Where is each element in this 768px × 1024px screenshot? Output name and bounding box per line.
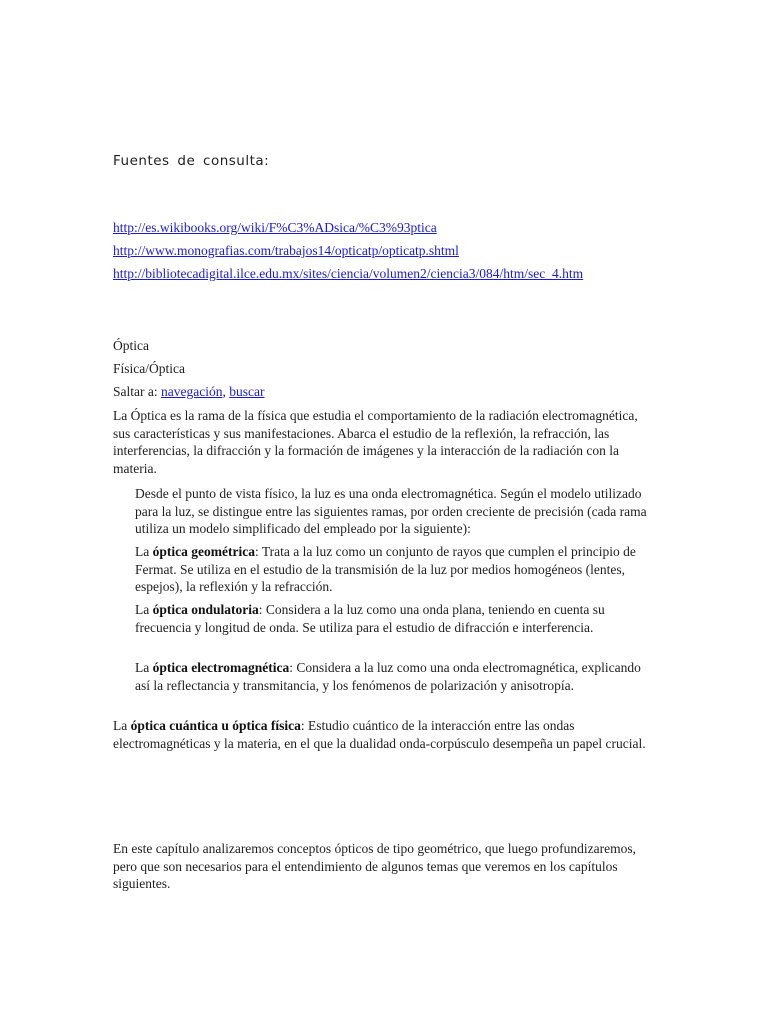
jump-separator: , [222, 384, 230, 399]
branch-prefix: La [135, 544, 153, 559]
branch-term: óptica electromagnética [152, 660, 290, 675]
physical-view-paragraph: Desde el punto de vista físico, la luz es una onda electromagnética. Según el modelo utilizado para la luz, se distingue entre las siguientes ramas, por orden creciente de precisión (cada rama utiliza un modelo simplificado del empleado por la siguiente): [135, 486, 647, 536]
branch-prefix: La [135, 660, 153, 675]
quantum-prefix: La [113, 718, 131, 733]
source-link-wikibooks[interactable]: http://es.wikibooks.org/wiki/F%C3%ADsica/%C3%93ptica [113, 220, 437, 235]
search-link[interactable]: buscar [229, 384, 265, 399]
branch-description: : Considera a la luz como una onda electromagnética, explicando así la reflectancia y transmitancia, y los fenómenos de polarización y anisotropía. [135, 660, 641, 693]
breadcrumb: Física/Óptica [113, 361, 185, 376]
article-title: Óptica [113, 338, 149, 353]
source-link-ilce[interactable]: http://bibliotecadigital.ilce.edu.mx/sites/ciencia/volumen2/ciencia3/084/htm/sec_4.htm [113, 266, 584, 281]
quantum-paragraph [113, 717, 653, 752]
branch-term: óptica geométrica [152, 544, 255, 559]
sources-heading: Fuentes de consulta: [113, 153, 270, 169]
quantum-description: : Estudio cuántico de la interacción entre las ondas electromagnéticas y la materia, en el que la dualidad onda-corpúsculo desempeña un papel crucial. [113, 718, 646, 751]
branch-description: : Trata a la luz como un conjunto de rayos que cumplen el principio de Fermat. Se utiliza en el estudio de la transmisión de la luz por medios homogéneos (lentes, espejos), la reflexión y la refracción. [135, 544, 636, 594]
article-header [113, 334, 653, 403]
closing-paragraph: En este capítulo analizaremos conceptos ópticos de tipo geométrico, que luego profundizaremos, pero que son necesarios para el entendimiento de algunos temas que veremos en los capítulos siguientes. [113, 841, 636, 891]
quantum-term: óptica cuántica u óptica física [130, 718, 301, 733]
branch-prefix: La [135, 602, 153, 617]
branch-wave [135, 601, 655, 636]
navigation-link[interactable]: navegación [160, 384, 223, 399]
intro-paragraph: La Óptica es la rama de la física que estudia el comportamiento de la radiación electromagnética, sus características y sus manifestaciones. Abarca el estudio de la reflexión, la refracción, las interferencias, la difracción y la formación de imágenes y la interacción de la radiación con la materia. [113, 408, 638, 476]
branch-electromagnetic [135, 659, 655, 694]
branch-geometric [135, 543, 655, 596]
branch-term: óptica ondulatoria [152, 602, 259, 617]
source-links [113, 216, 673, 285]
jump-to-line [113, 380, 653, 403]
source-link-monografias[interactable]: http://www.monografias.com/trabajos14/opticatp/opticatp.shtml [113, 243, 459, 258]
jump-prefix: Saltar a: [113, 384, 161, 399]
branch-description: : Considera a la luz como una onda plana, teniendo en cuenta su frecuencia y longitud de onda. Se utiliza para el estudio de difracción e interferencia. [135, 602, 605, 635]
